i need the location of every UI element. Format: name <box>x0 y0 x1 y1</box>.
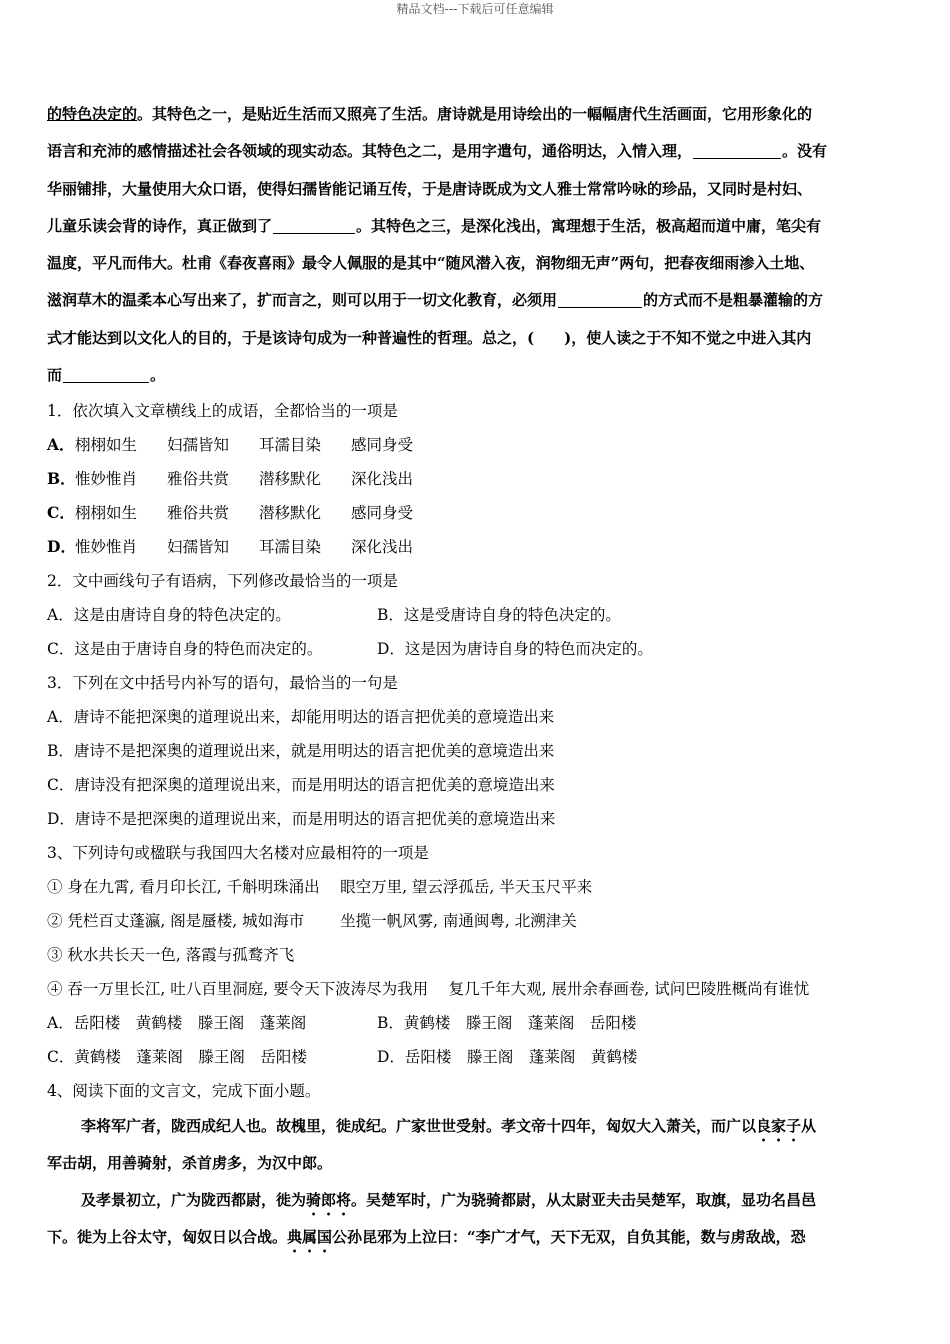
poem-line-2: ② 凭栏百丈蓬瀛, 阁是蜃楼, 城如海市 坐揽一帆风雾, 南通闽粤, 北溯津关 <box>47 912 577 931</box>
emphasized-term: 良家子 <box>756 1117 802 1136</box>
option-a[interactable]: A．岳阳楼 黄鹤楼 滕王阁 蓬莱阁 <box>47 1014 307 1033</box>
option-a[interactable]: A．栩栩如生 妇孺皆知 耳濡目染 感同身受 <box>47 435 414 455</box>
question-stem: 2．文中画线句子有语病，下列修改最恰当的一项是 <box>47 572 398 591</box>
question-2 <box>47 564 905 666</box>
question-stem: 1．依次填入文章横线上的成语，全都恰当的一项是 <box>47 402 398 421</box>
fill-blank-1 <box>693 140 781 159</box>
classical-text-line-4: 下。徙为上谷太守，匈奴日以合战。典属国公孙昆邪为上泣曰：“李广才气，天下无双，自负其能，数与虏敌战，恐 <box>47 1228 806 1247</box>
option-b[interactable]: B．唐诗不是把深奥的道理说出来，就是用明达的语言把优美的意境造出来 <box>47 742 555 761</box>
underlined-sentence: 的特色决定的 <box>47 105 138 123</box>
option-c[interactable]: C．黄鹤楼 蓬莱阁 滕王阁 岳阳楼 <box>47 1048 307 1067</box>
question-4 <box>47 836 905 1074</box>
classical-text-line-2: 军击胡，用善骑射，杀首虏多，为汉中郎。 <box>47 1154 333 1173</box>
option-a[interactable]: A．唐诗不能把深奥的道理说出来，却能用明达的语言把优美的意境造出来 <box>47 708 555 727</box>
option-b[interactable]: B．黄鹤楼 滕王阁 蓬莱阁 岳阳楼 <box>377 1014 637 1033</box>
option-d[interactable]: D．这是因为唐诗自身的特色而决定的。 <box>377 640 653 659</box>
question-stem: 3、下列诗句或楹联与我国四大名楼对应最相符的一项是 <box>47 844 429 863</box>
passage-line-3: 华丽铺排，大量使用大众口语，使得妇孺皆能记诵互传，于是唐诗既成为文人雅士常常吟咏的珍品，又同时是村妇、 <box>47 179 813 198</box>
option-c[interactable]: C．唐诗没有把深奥的道理说出来，而是用明达的语言把优美的意境造出来 <box>47 776 555 795</box>
passage-line-8: 而 。 <box>47 366 166 385</box>
emphasized-term: 骑郎将 <box>306 1191 352 1210</box>
fill-blank-4 <box>63 364 149 383</box>
option-c[interactable]: C．这是由于唐诗自身的特色而决定的。 <box>47 640 323 659</box>
question-5 <box>47 1074 905 1256</box>
option-d[interactable]: D．唐诗不是把深奥的道理说出来，而是用明达的语言把优美的意境造出来 <box>47 810 556 829</box>
question-stem: 3．下列在文中括号内补写的语句，最恰当的一句是 <box>47 674 398 693</box>
passage <box>47 96 905 394</box>
option-a[interactable]: A．这是由唐诗自身的特色决定的。 <box>47 606 291 625</box>
option-b[interactable]: B．这是受唐诗自身的特色决定的。 <box>377 606 621 625</box>
passage-line-6: 滋润草木的温柔本心写出来了，扩而言之，则可以用于一切文化教育，必须用 的方式而不是粗暴灌输的方 <box>47 291 824 310</box>
passage-line-4: 儿童乐读会背的诗作，真正做到了 。其特色之三，是深化浅出，寓理想于生活，极高超而道中庸，笔尖有 <box>47 216 822 235</box>
option-c[interactable]: C．栩栩如生 雅俗共赏 潜移默化 感同身受 <box>47 503 414 523</box>
poem-line-4: ④ 吞一万里长江, 吐八百里洞庭, 要令天下波涛尽为我用 复几千年大观, 展卅余春画卷, 试问巴陵胜概尚有谁忧 <box>47 980 810 999</box>
classical-text-line-1: 李将军广者，陇西成纪人也。故槐里，徙成纪。广家世世受射。孝文帝十四年，匈奴大入萧关，而广以良家子从 <box>81 1117 817 1136</box>
passage-line-1: 的特色决定的。其特色之一，是贴近生活而又照亮了生活。唐诗就是用诗绘出的一幅幅唐代生活画面，它用形象化的 <box>47 105 813 123</box>
poem-line-3: ③ 秋水共长天一色, 落霞与孤鹜齐飞 <box>47 946 295 965</box>
question-3 <box>47 666 905 836</box>
poem-line-1: ① 身在九霄, 看月印长江, 千斛明珠涌出 眼空万里, 望云浮孤岳, 半天玉尺平来 <box>47 878 593 897</box>
option-d[interactable]: D．岳阳楼 滕王阁 蓬莱阁 黄鹤楼 <box>377 1048 638 1067</box>
fill-blank-2 <box>273 215 355 234</box>
page-header: 精品文档---下载后可任意编辑 <box>396 2 554 16</box>
document-body <box>47 96 905 1256</box>
passage-line-2: 语言和充沛的感情描述社会各领域的现实动态。其特色之二，是用字遣句，通俗明达，入情入理， 。没有 <box>47 142 828 161</box>
emphasized-term: 典属国 <box>287 1228 333 1247</box>
passage-line-7: 式才能达到以文化人的目的，于是该诗句成为一种普遍性的哲理。总之，( )，使人读之于不知不觉之中进入其内 <box>47 328 812 347</box>
passage-line-5: 温度，平凡而伟大。杜甫《春夜喜雨》最令人佩服的是其中“随风潜入夜，润物细无声”两句，把春夜细雨渗入土地、 <box>47 254 815 273</box>
fill-blank-3 <box>558 289 642 308</box>
question-stem: 4、阅读下面的文言文，完成下面小题。 <box>47 1082 321 1101</box>
classical-text-line-3: 及孝景初立，广为陇西都尉，徙为骑郎将。吴楚军时，广为骁骑都尉，从太尉亚夫击吴楚军，取旗，显功名昌邑 <box>81 1191 817 1210</box>
option-b[interactable]: B．惟妙惟肖 雅俗共赏 潜移默化 深化浅出 <box>47 469 414 489</box>
option-d[interactable]: D．惟妙惟肖 妇孺皆知 耳濡目染 深化浅出 <box>47 537 414 557</box>
question-1 <box>47 394 905 564</box>
